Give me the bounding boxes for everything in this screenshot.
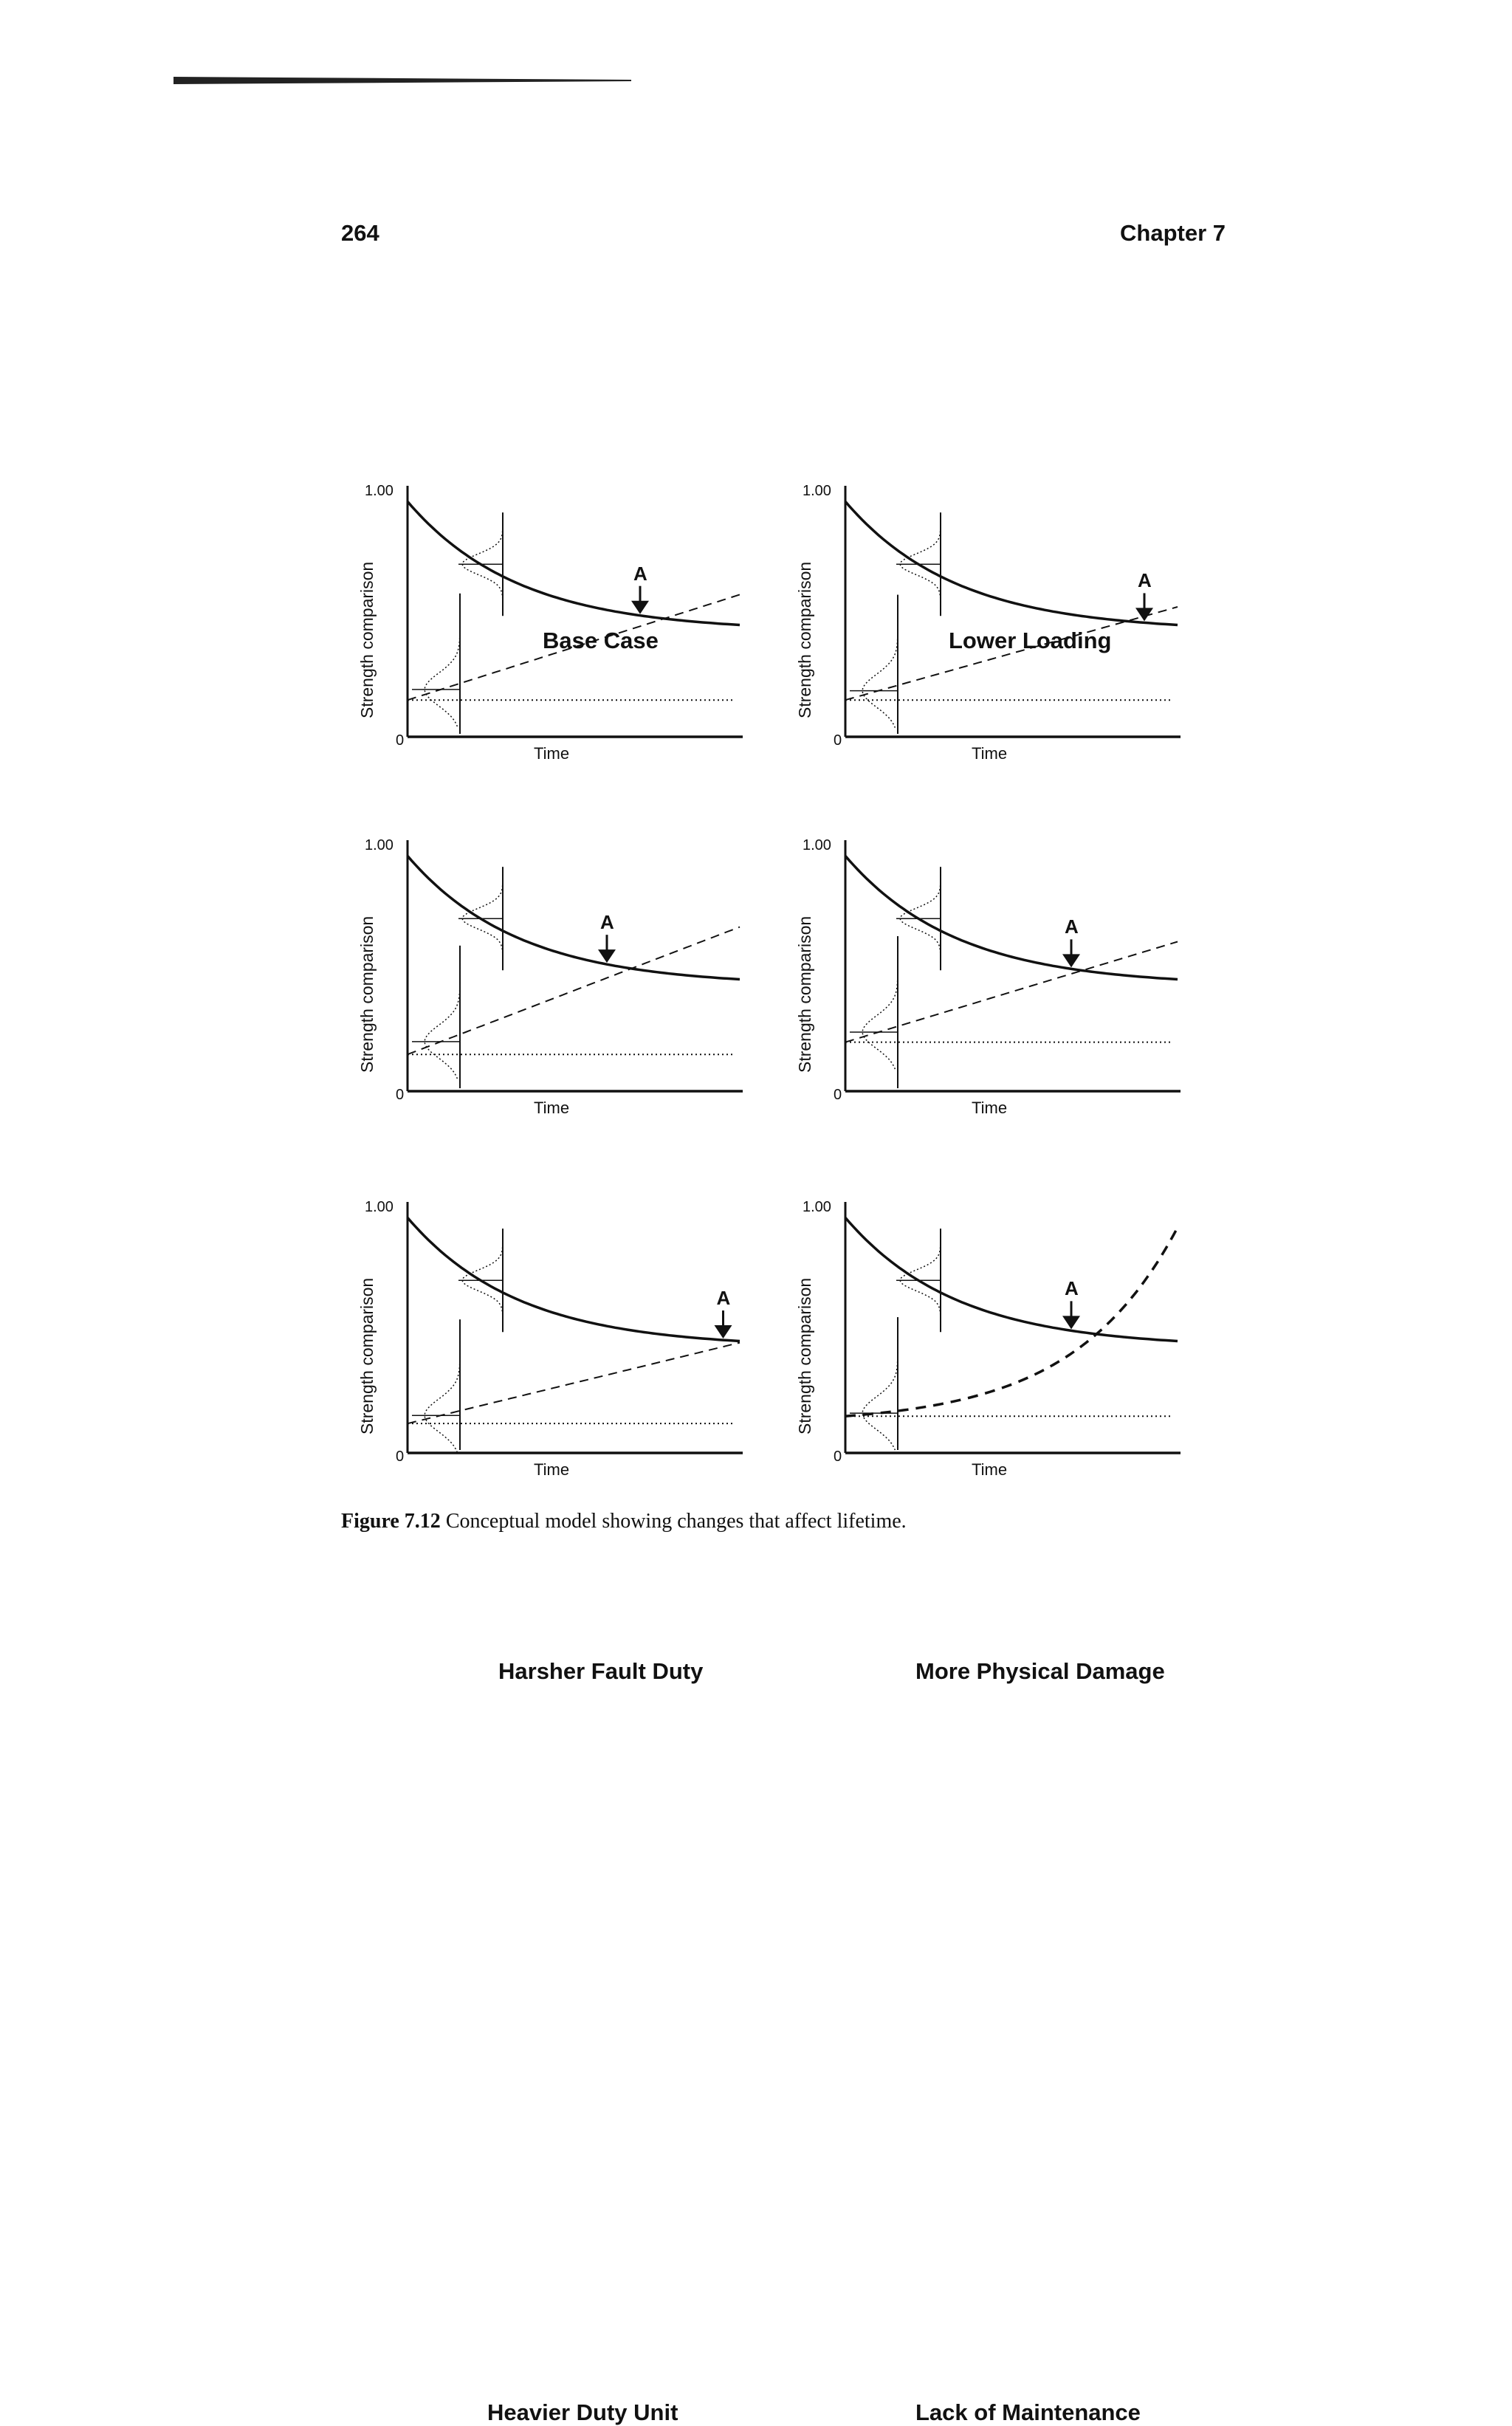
x-axis-label: Time: [972, 1099, 1008, 1117]
failure-arrow-icon: [631, 601, 649, 614]
x-axis-label: Time: [534, 1099, 570, 1117]
y-axis-label: Strength comparison: [795, 561, 814, 718]
y-tick-label: 1.00: [365, 483, 394, 499]
y-axis-label: Strength comparison: [357, 561, 377, 718]
chart-panel: [341, 478, 784, 774]
chart-plot: [341, 833, 784, 1128]
failure-arrow-icon: [1062, 954, 1080, 967]
x-axis-label: Time: [534, 1460, 570, 1479]
chart-plot: [779, 833, 1222, 1128]
chart-plot: [341, 1195, 784, 1490]
y-tick-label: 1.00: [803, 483, 831, 499]
strength-curve: [845, 856, 1178, 979]
chart-title: Base Case: [543, 628, 659, 653]
chart-title: Harsher Fault Duty: [498, 1658, 704, 1684]
caption-text: Conceptual model showing changes that affect lifetime.: [445, 1510, 907, 1533]
failure-arrow-icon: [598, 949, 616, 963]
stress-distribution: [862, 936, 898, 1069]
stress-line: [408, 927, 740, 1055]
x-axis-label: Time: [972, 744, 1008, 763]
failure-arrow-icon: [715, 1325, 732, 1339]
strength-curve: [408, 856, 740, 979]
y-tick-label: 1.00: [365, 1199, 394, 1215]
failure-point-label: A: [1065, 1277, 1079, 1300]
y-tick-label: 0: [396, 732, 405, 749]
chapter-label: Chapter 7: [1120, 220, 1226, 246]
failure-point-label: A: [1065, 915, 1079, 938]
failure-point-label: A: [600, 911, 614, 934]
stress-distribution: [862, 595, 898, 728]
failure-point-label: A: [633, 562, 647, 585]
caption-label: Figure 7.12: [341, 1510, 441, 1533]
strength-curve: [845, 1217, 1178, 1341]
y-tick-label: 1.00: [365, 837, 394, 853]
x-axis-label: Time: [534, 744, 570, 763]
y-tick-label: 1.00: [803, 1199, 831, 1215]
x-axis-label: Time: [972, 1460, 1008, 1479]
chart-title: Heavier Duty Unit: [487, 2399, 678, 2425]
chart-title: More Physical Damage: [915, 1658, 1165, 1684]
y-axis-label: Strength comparison: [357, 915, 377, 1073]
y-tick-label: 0: [396, 1087, 405, 1103]
chart-title: Lack of Maintenance: [915, 2399, 1141, 2425]
failure-arrow-icon: [1062, 1316, 1080, 1329]
stress-line: [408, 1343, 740, 1424]
y-axis-label: Strength comparison: [357, 1277, 377, 1434]
stress-distribution: [425, 594, 460, 726]
chart-title: Lower Loading: [949, 628, 1112, 653]
chart-panel: [779, 833, 1222, 1684]
chart-plot: [779, 1195, 1222, 1490]
y-tick-label: 0: [834, 732, 842, 749]
failure-point-label: A: [1138, 569, 1152, 592]
failure-point-label: A: [716, 1287, 731, 1310]
stress-distribution: [862, 1317, 898, 1450]
strength-curve: [845, 501, 1178, 625]
chart-panel: [779, 478, 1222, 774]
y-axis-label: Strength comparison: [795, 1277, 814, 1434]
top-rule: [173, 77, 631, 84]
chart-plot: [779, 478, 1222, 774]
stress-distribution: [425, 946, 460, 1079]
chart-plot: [341, 478, 784, 774]
strength-curve: [408, 1217, 740, 1341]
y-tick-label: 0: [396, 1449, 405, 1465]
y-axis-label: Strength comparison: [795, 915, 814, 1073]
figure-caption: [341, 1510, 907, 1533]
y-tick-label: 0: [834, 1449, 842, 1465]
y-tick-label: 1.00: [803, 837, 831, 853]
stress-line: [845, 1228, 1178, 1417]
strength-curve: [408, 501, 740, 625]
stress-distribution: [425, 1319, 460, 1452]
y-tick-label: 0: [834, 1087, 842, 1103]
page-number: 264: [341, 220, 379, 246]
